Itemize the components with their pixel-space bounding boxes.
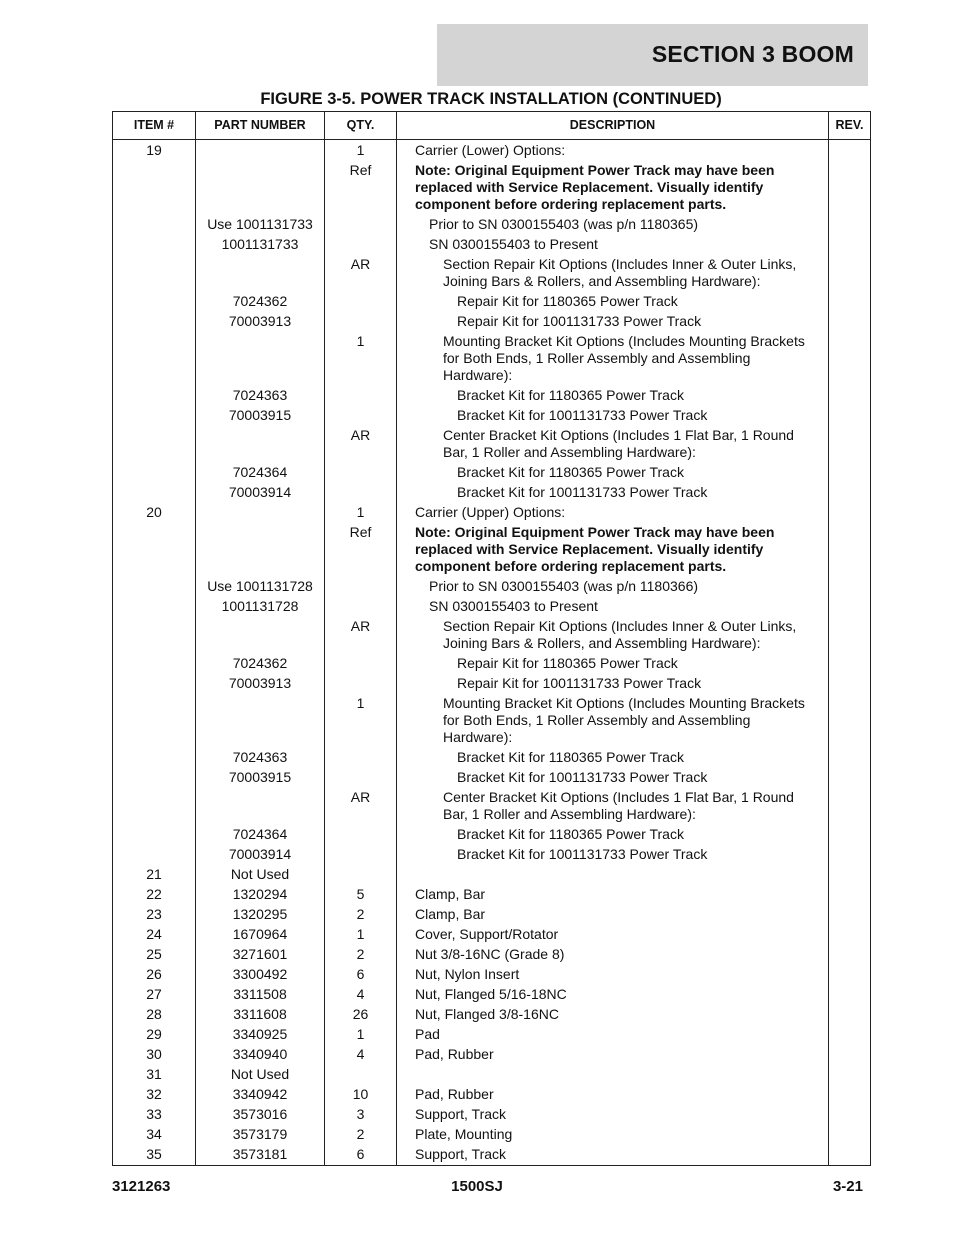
table-row bbox=[113, 255, 871, 292]
description-cell: Bracket Kit for 1001131733 Power Track bbox=[397, 768, 829, 788]
qty-cell: 26 bbox=[325, 1005, 397, 1025]
description-cell bbox=[397, 1065, 829, 1085]
description-cell: Clamp, Bar bbox=[397, 905, 829, 925]
rev-cell bbox=[829, 292, 871, 312]
qty-cell: 5 bbox=[325, 885, 397, 905]
qty-cell bbox=[325, 577, 397, 597]
item-cell bbox=[113, 674, 196, 694]
description-cell: Prior to SN 0300155403 (was p/n 1180365) bbox=[397, 215, 829, 235]
table-row bbox=[113, 577, 871, 597]
description-cell: Repair Kit for 1180365 Power Track bbox=[397, 292, 829, 312]
table-row bbox=[113, 503, 871, 523]
part-number-cell: 1001131733 bbox=[196, 235, 325, 255]
table-row bbox=[113, 845, 871, 865]
item-cell: 29 bbox=[113, 1025, 196, 1045]
part-number-cell: 7024363 bbox=[196, 386, 325, 406]
part-number-cell: 1001131728 bbox=[196, 597, 325, 617]
description-cell: SN 0300155403 to Present bbox=[397, 597, 829, 617]
part-number-cell bbox=[196, 426, 325, 463]
part-number-cell: 7024363 bbox=[196, 748, 325, 768]
qty-cell bbox=[325, 845, 397, 865]
part-number-cell: 1320295 bbox=[196, 905, 325, 925]
rev-cell bbox=[829, 748, 871, 768]
part-number-cell: Not Used bbox=[196, 865, 325, 885]
description-cell: Pad bbox=[397, 1025, 829, 1045]
part-number-cell: 7024362 bbox=[196, 292, 325, 312]
item-cell bbox=[113, 483, 196, 503]
item-cell bbox=[113, 235, 196, 255]
rev-cell bbox=[829, 845, 871, 865]
qty-cell: AR bbox=[325, 255, 397, 292]
parts-table-body bbox=[113, 140, 871, 1166]
description-cell: Clamp, Bar bbox=[397, 885, 829, 905]
rev-cell bbox=[829, 483, 871, 503]
rev-cell bbox=[829, 577, 871, 597]
description-cell: Pad, Rubber bbox=[397, 1045, 829, 1065]
part-number-cell bbox=[196, 255, 325, 292]
rev-cell bbox=[829, 523, 871, 577]
rev-cell bbox=[829, 255, 871, 292]
rev-cell bbox=[829, 617, 871, 654]
table-row bbox=[113, 965, 871, 985]
table-row bbox=[113, 1025, 871, 1045]
part-number-cell: 3340940 bbox=[196, 1045, 325, 1065]
table-row bbox=[113, 483, 871, 503]
table-row bbox=[113, 235, 871, 255]
rev-cell bbox=[829, 945, 871, 965]
qty-cell bbox=[325, 654, 397, 674]
part-number-cell: 70003915 bbox=[196, 768, 325, 788]
rev-cell bbox=[829, 215, 871, 235]
description-cell: Note: Original Equipment Power Track may have been replaced with Service Replacement. Visually identify component before ordering replacement parts. bbox=[397, 523, 829, 577]
table-row bbox=[113, 386, 871, 406]
part-number-cell: 70003915 bbox=[196, 406, 325, 426]
rev-cell bbox=[829, 1145, 871, 1166]
item-cell: 27 bbox=[113, 985, 196, 1005]
qty-cell: 2 bbox=[325, 1125, 397, 1145]
table-row bbox=[113, 312, 871, 332]
item-cell bbox=[113, 386, 196, 406]
qty-cell: 1 bbox=[325, 503, 397, 523]
description-cell: Nut, Flanged 3/8-16NC bbox=[397, 1005, 829, 1025]
part-number-cell: 1670964 bbox=[196, 925, 325, 945]
description-cell: Bracket Kit for 1180365 Power Track bbox=[397, 386, 829, 406]
item-cell bbox=[113, 332, 196, 386]
qty-cell: 1 bbox=[325, 1025, 397, 1045]
part-number-cell: 7024364 bbox=[196, 825, 325, 845]
description-cell: Center Bracket Kit Options (Includes 1 Flat Bar, 1 Round Bar, 1 Roller and Assembling Hardware): bbox=[397, 788, 829, 825]
table-header-row bbox=[113, 112, 871, 140]
description-cell: Bracket Kit for 1001131733 Power Track bbox=[397, 483, 829, 503]
parts-table bbox=[112, 111, 871, 1166]
rev-cell bbox=[829, 825, 871, 845]
table-row bbox=[113, 1005, 871, 1025]
item-cell: 23 bbox=[113, 905, 196, 925]
description-cell: SN 0300155403 to Present bbox=[397, 235, 829, 255]
item-cell: 26 bbox=[113, 965, 196, 985]
table-row bbox=[113, 885, 871, 905]
part-number-cell: Use 1001131728 bbox=[196, 577, 325, 597]
table-row bbox=[113, 674, 871, 694]
table-row bbox=[113, 161, 871, 215]
rev-cell bbox=[829, 503, 871, 523]
part-number-cell: 70003914 bbox=[196, 483, 325, 503]
qty-cell bbox=[325, 386, 397, 406]
rev-cell bbox=[829, 1085, 871, 1105]
table-row bbox=[113, 292, 871, 312]
item-cell bbox=[113, 597, 196, 617]
qty-cell bbox=[325, 748, 397, 768]
rev-cell bbox=[829, 965, 871, 985]
footer-doc-number: 3121263 bbox=[112, 1178, 171, 1195]
part-number-cell bbox=[196, 694, 325, 748]
description-cell: Mounting Bracket Kit Options (Includes Mounting Brackets for Both Ends, 1 Roller Assembly and Assembling Hardware): bbox=[397, 332, 829, 386]
part-number-cell: 7024362 bbox=[196, 654, 325, 674]
description-cell: Support, Track bbox=[397, 1145, 829, 1166]
item-cell bbox=[113, 523, 196, 577]
table-row bbox=[113, 694, 871, 748]
item-cell bbox=[113, 748, 196, 768]
qty-cell: 2 bbox=[325, 945, 397, 965]
rev-cell bbox=[829, 312, 871, 332]
rev-cell bbox=[829, 1065, 871, 1085]
part-number-cell bbox=[196, 788, 325, 825]
qty-cell bbox=[325, 1065, 397, 1085]
qty-cell bbox=[325, 215, 397, 235]
item-cell bbox=[113, 215, 196, 235]
qty-cell: 3 bbox=[325, 1105, 397, 1125]
rev-cell bbox=[829, 674, 871, 694]
description-cell: Repair Kit for 1001131733 Power Track bbox=[397, 674, 829, 694]
figure-title: FIGURE 3-5. POWER TRACK INSTALLATION (CONTINUED) bbox=[260, 90, 722, 108]
qty-cell: 1 bbox=[325, 140, 397, 161]
table-row bbox=[113, 1085, 871, 1105]
rev-cell bbox=[829, 694, 871, 748]
table-row bbox=[113, 788, 871, 825]
part-number-cell bbox=[196, 503, 325, 523]
part-number-cell: Use 1001131733 bbox=[196, 215, 325, 235]
rev-cell bbox=[829, 985, 871, 1005]
item-cell bbox=[113, 825, 196, 845]
description-cell: Note: Original Equipment Power Track may have been replaced with Service Replacement. Visually identify component before ordering replacement parts. bbox=[397, 161, 829, 215]
part-number-cell: 7024364 bbox=[196, 463, 325, 483]
item-cell bbox=[113, 694, 196, 748]
rev-cell bbox=[829, 426, 871, 463]
item-cell: 21 bbox=[113, 865, 196, 885]
part-number-cell: 3573179 bbox=[196, 1125, 325, 1145]
item-cell bbox=[113, 617, 196, 654]
column-header-rev: REV. bbox=[829, 112, 871, 140]
item-cell: 33 bbox=[113, 1105, 196, 1125]
part-number-cell bbox=[196, 140, 325, 161]
description-cell: Cover, Support/Rotator bbox=[397, 925, 829, 945]
table-row bbox=[113, 1145, 871, 1166]
item-cell bbox=[113, 312, 196, 332]
qty-cell: Ref bbox=[325, 523, 397, 577]
qty-cell: 6 bbox=[325, 965, 397, 985]
description-cell: Section Repair Kit Options (Includes Inner & Outer Links, Joining Bars & Rollers, and Assembling Hardware): bbox=[397, 617, 829, 654]
part-number-cell: 3311608 bbox=[196, 1005, 325, 1025]
column-header-qty: QTY. bbox=[325, 112, 397, 140]
qty-cell bbox=[325, 825, 397, 845]
qty-cell bbox=[325, 463, 397, 483]
table-row bbox=[113, 825, 871, 845]
table-row bbox=[113, 748, 871, 768]
qty-cell: AR bbox=[325, 617, 397, 654]
rev-cell bbox=[829, 1005, 871, 1025]
item-cell bbox=[113, 161, 196, 215]
qty-cell: 2 bbox=[325, 905, 397, 925]
qty-cell bbox=[325, 292, 397, 312]
table-row bbox=[113, 597, 871, 617]
part-number-cell bbox=[196, 617, 325, 654]
table-row bbox=[113, 215, 871, 235]
description-cell: Bracket Kit for 1180365 Power Track bbox=[397, 463, 829, 483]
description-cell: Repair Kit for 1180365 Power Track bbox=[397, 654, 829, 674]
part-number-cell: 1320294 bbox=[196, 885, 325, 905]
description-cell: Nut, Nylon Insert bbox=[397, 965, 829, 985]
rev-cell bbox=[829, 386, 871, 406]
table-row bbox=[113, 332, 871, 386]
item-cell: 24 bbox=[113, 925, 196, 945]
table-row bbox=[113, 1045, 871, 1065]
rev-cell bbox=[829, 235, 871, 255]
part-number-cell: 3340942 bbox=[196, 1085, 325, 1105]
item-cell bbox=[113, 255, 196, 292]
table-row bbox=[113, 140, 871, 161]
item-cell bbox=[113, 426, 196, 463]
description-cell: Bracket Kit for 1180365 Power Track bbox=[397, 825, 829, 845]
description-cell: Bracket Kit for 1001131733 Power Track bbox=[397, 406, 829, 426]
description-cell: Bracket Kit for 1180365 Power Track bbox=[397, 748, 829, 768]
qty-cell bbox=[325, 674, 397, 694]
table-row bbox=[113, 426, 871, 463]
rev-cell bbox=[829, 885, 871, 905]
qty-cell bbox=[325, 865, 397, 885]
footer-model: 1500SJ bbox=[451, 1178, 503, 1195]
part-number-cell: 3311508 bbox=[196, 985, 325, 1005]
column-header-part-number: PART NUMBER bbox=[196, 112, 325, 140]
qty-cell: 6 bbox=[325, 1145, 397, 1166]
table-row bbox=[113, 1125, 871, 1145]
item-cell bbox=[113, 788, 196, 825]
section-header-box bbox=[437, 24, 868, 86]
rev-cell bbox=[829, 865, 871, 885]
column-header-item: ITEM # bbox=[113, 112, 196, 140]
rev-cell bbox=[829, 654, 871, 674]
item-cell bbox=[113, 292, 196, 312]
column-header-description: DESCRIPTION bbox=[397, 112, 829, 140]
rev-cell bbox=[829, 1105, 871, 1125]
item-cell: 32 bbox=[113, 1085, 196, 1105]
description-cell: Nut, Flanged 5/16-18NC bbox=[397, 985, 829, 1005]
part-number-cell: Not Used bbox=[196, 1065, 325, 1085]
section-title: SECTION 3 BOOM bbox=[651, 41, 854, 67]
item-cell bbox=[113, 406, 196, 426]
description-cell: Bracket Kit for 1001131733 Power Track bbox=[397, 845, 829, 865]
rev-cell bbox=[829, 788, 871, 825]
description-cell: Pad, Rubber bbox=[397, 1085, 829, 1105]
description-cell bbox=[397, 865, 829, 885]
item-cell bbox=[113, 463, 196, 483]
description-cell: Repair Kit for 1001131733 Power Track bbox=[397, 312, 829, 332]
part-number-cell bbox=[196, 332, 325, 386]
description-cell: Support, Track bbox=[397, 1105, 829, 1125]
part-number-cell: 70003914 bbox=[196, 845, 325, 865]
part-number-cell: 3573016 bbox=[196, 1105, 325, 1125]
item-cell: 19 bbox=[113, 140, 196, 161]
qty-cell bbox=[325, 312, 397, 332]
table-row bbox=[113, 654, 871, 674]
qty-cell: 1 bbox=[325, 332, 397, 386]
description-cell: Center Bracket Kit Options (Includes 1 Flat Bar, 1 Round Bar, 1 Roller and Assembling Hardware): bbox=[397, 426, 829, 463]
qty-cell bbox=[325, 483, 397, 503]
rev-cell bbox=[829, 161, 871, 215]
footer-page-number: 3-21 bbox=[832, 1178, 863, 1195]
qty-cell: Ref bbox=[325, 161, 397, 215]
item-cell: 35 bbox=[113, 1145, 196, 1166]
item-cell: 28 bbox=[113, 1005, 196, 1025]
rev-cell bbox=[829, 925, 871, 945]
item-cell bbox=[113, 845, 196, 865]
rev-cell bbox=[829, 1125, 871, 1145]
item-cell: 22 bbox=[113, 885, 196, 905]
description-cell: Plate, Mounting bbox=[397, 1125, 829, 1145]
description-cell: Carrier (Lower) Options: bbox=[397, 140, 829, 161]
table-row bbox=[113, 617, 871, 654]
qty-cell: 4 bbox=[325, 985, 397, 1005]
qty-cell bbox=[325, 235, 397, 255]
qty-cell: AR bbox=[325, 788, 397, 825]
item-cell: 31 bbox=[113, 1065, 196, 1085]
table-row bbox=[113, 406, 871, 426]
description-cell: Prior to SN 0300155403 (was p/n 1180366) bbox=[397, 577, 829, 597]
rev-cell bbox=[829, 1045, 871, 1065]
qty-cell: 4 bbox=[325, 1045, 397, 1065]
item-cell: 20 bbox=[113, 503, 196, 523]
table-row bbox=[113, 865, 871, 885]
qty-cell: 1 bbox=[325, 925, 397, 945]
part-number-cell: 3271601 bbox=[196, 945, 325, 965]
rev-cell bbox=[829, 768, 871, 788]
part-number-cell: 70003913 bbox=[196, 674, 325, 694]
rev-cell bbox=[829, 140, 871, 161]
rev-cell bbox=[829, 406, 871, 426]
item-cell: 25 bbox=[113, 945, 196, 965]
rev-cell bbox=[829, 463, 871, 483]
part-number-cell: 3573181 bbox=[196, 1145, 325, 1166]
table-row bbox=[113, 925, 871, 945]
table-row bbox=[113, 985, 871, 1005]
qty-cell bbox=[325, 768, 397, 788]
part-number-cell: 70003913 bbox=[196, 312, 325, 332]
table-row bbox=[113, 1065, 871, 1085]
qty-cell bbox=[325, 406, 397, 426]
rev-cell bbox=[829, 1025, 871, 1045]
table-row bbox=[113, 463, 871, 483]
rev-cell bbox=[829, 597, 871, 617]
item-cell: 34 bbox=[113, 1125, 196, 1145]
item-cell bbox=[113, 654, 196, 674]
item-cell bbox=[113, 768, 196, 788]
part-number-cell: 3300492 bbox=[196, 965, 325, 985]
table-row bbox=[113, 905, 871, 925]
table-row bbox=[113, 768, 871, 788]
table-row bbox=[113, 1105, 871, 1125]
qty-cell: 10 bbox=[325, 1085, 397, 1105]
description-cell: Section Repair Kit Options (Includes Inner & Outer Links, Joining Bars & Rollers, and Assembling Hardware): bbox=[397, 255, 829, 292]
qty-cell bbox=[325, 597, 397, 617]
item-cell: 30 bbox=[113, 1045, 196, 1065]
description-cell: Mounting Bracket Kit Options (Includes Mounting Brackets for Both Ends, 1 Roller Assembly and Assembling Hardware): bbox=[397, 694, 829, 748]
table-row bbox=[113, 945, 871, 965]
qty-cell: AR bbox=[325, 426, 397, 463]
description-cell: Carrier (Upper) Options: bbox=[397, 503, 829, 523]
part-number-cell: 3340925 bbox=[196, 1025, 325, 1045]
description-cell: Nut 3/8-16NC (Grade 8) bbox=[397, 945, 829, 965]
part-number-cell bbox=[196, 523, 325, 577]
qty-cell: 1 bbox=[325, 694, 397, 748]
table-row bbox=[113, 523, 871, 577]
rev-cell bbox=[829, 332, 871, 386]
part-number-cell bbox=[196, 161, 325, 215]
rev-cell bbox=[829, 905, 871, 925]
item-cell bbox=[113, 577, 196, 597]
